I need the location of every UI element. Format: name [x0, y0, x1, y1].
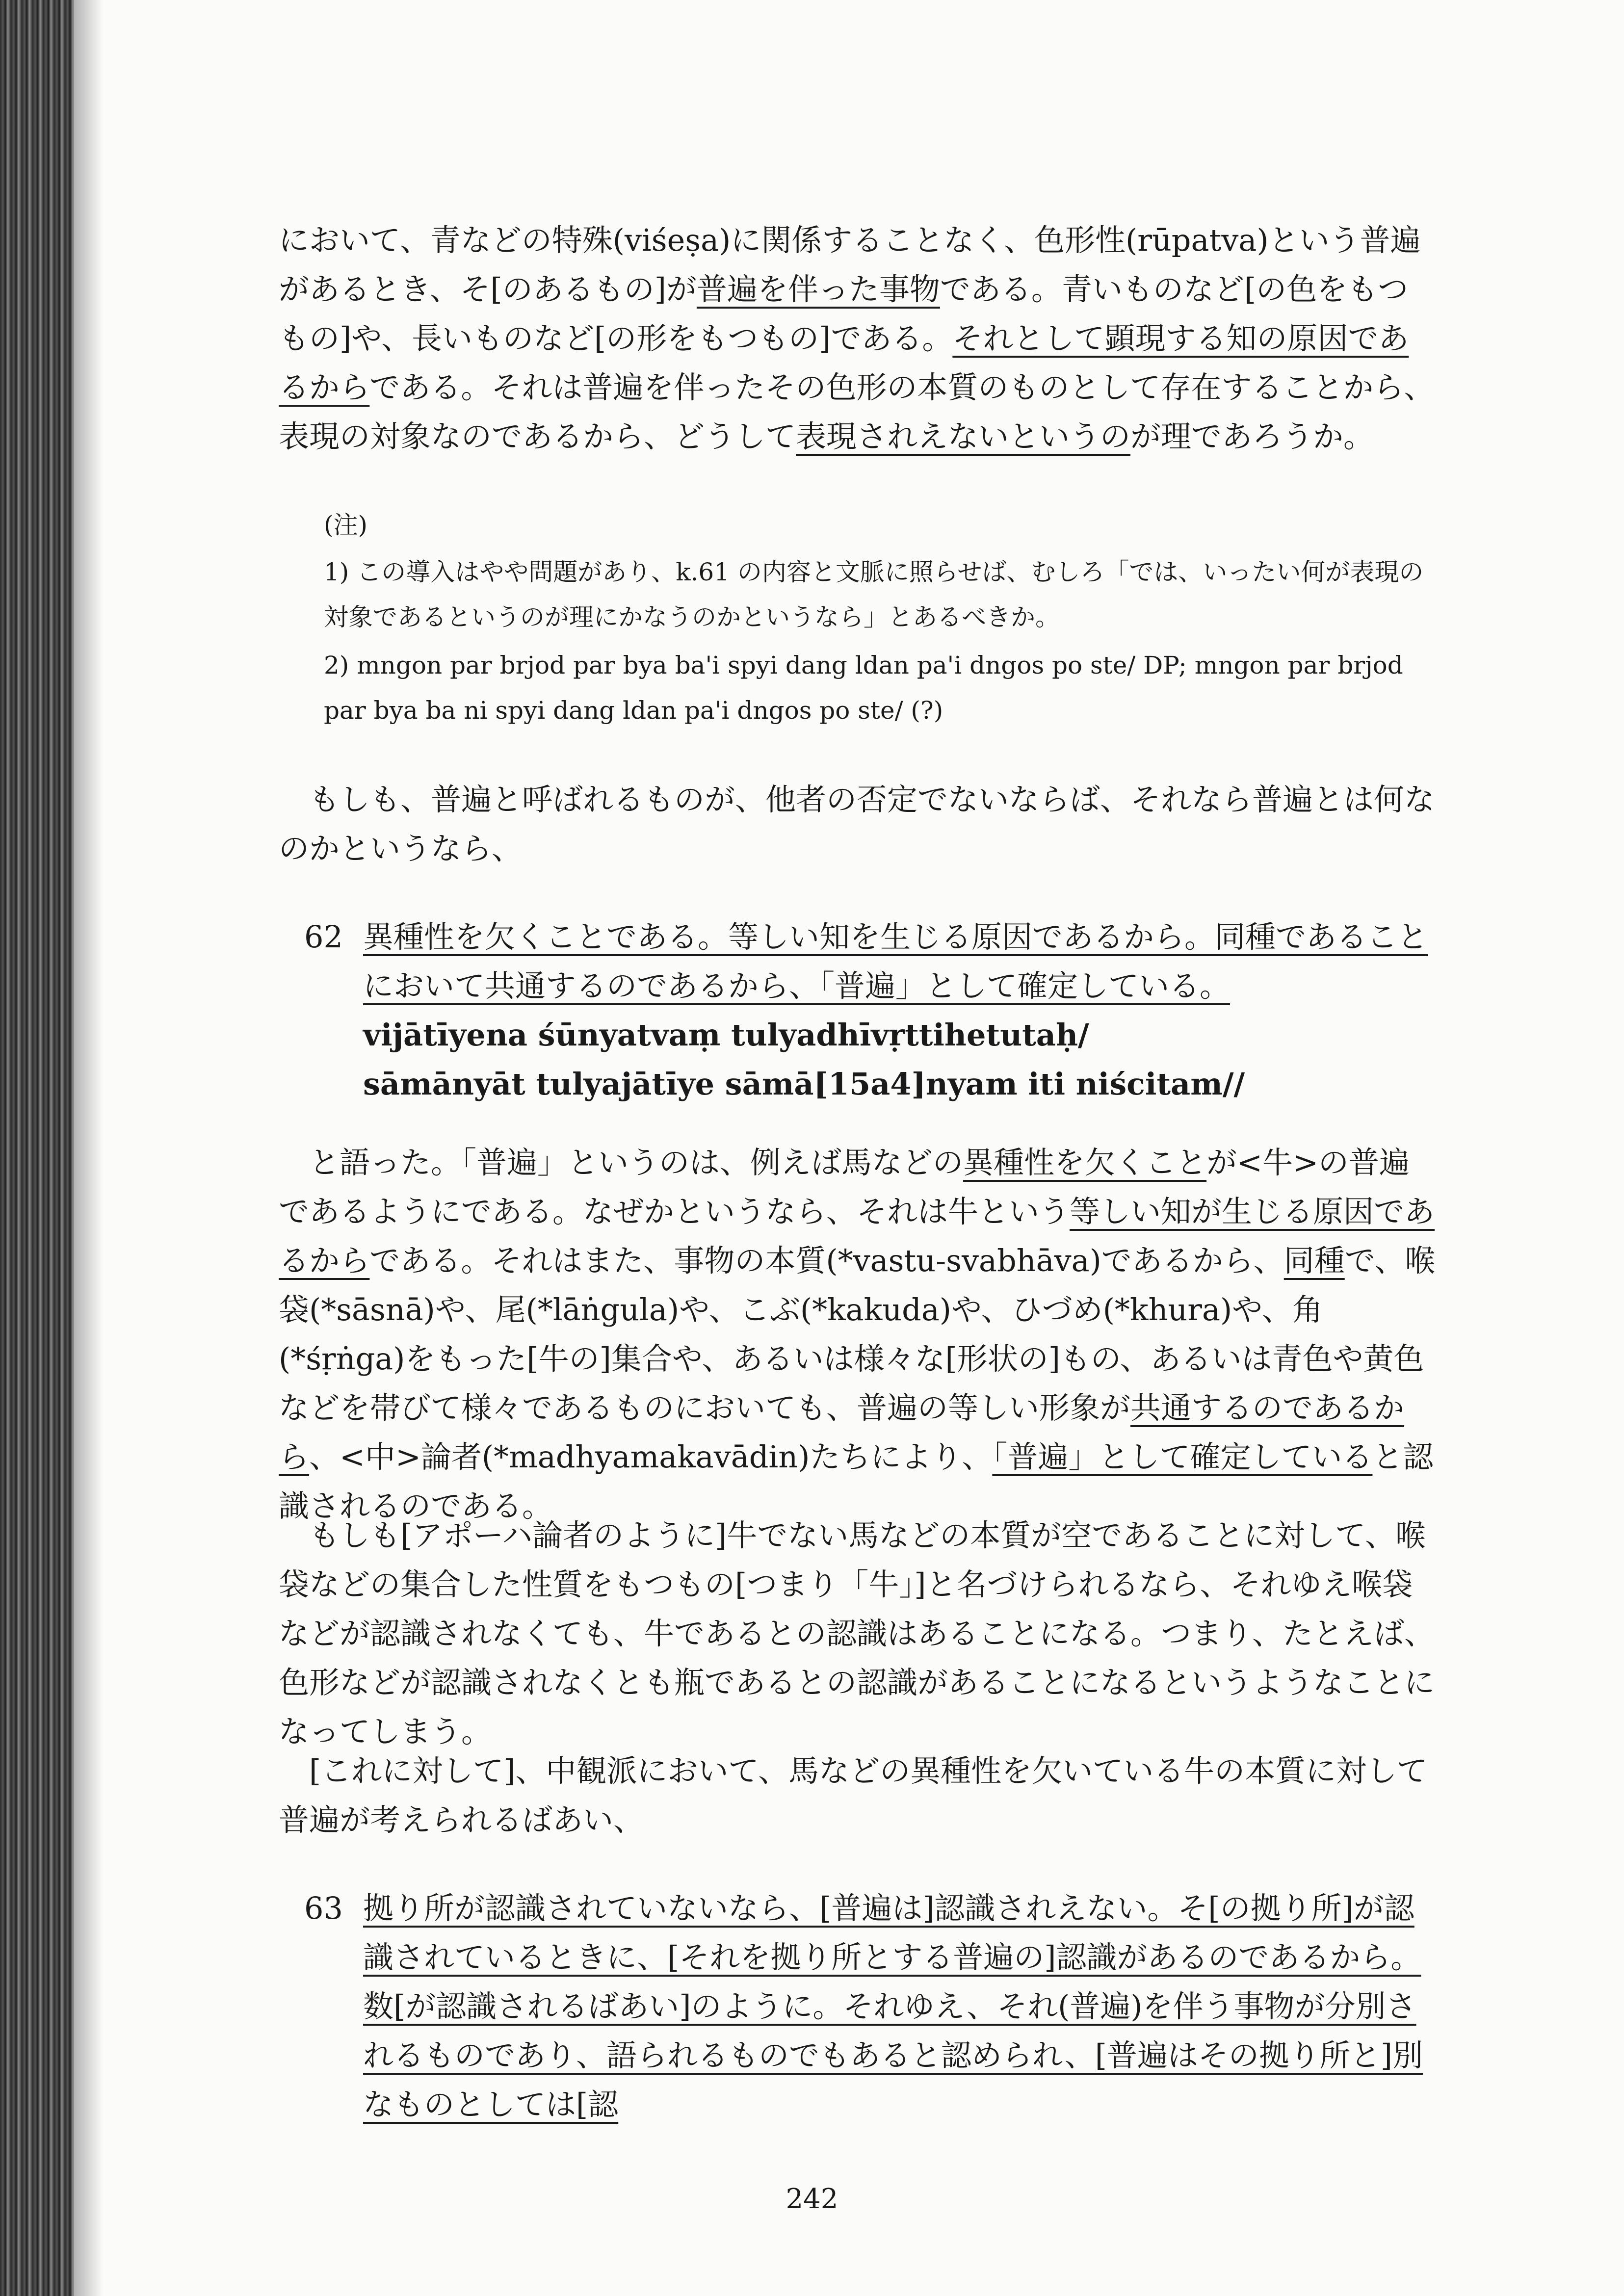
text-run: である。それは普遍を伴ったその色形の本質のものとして存在することから、表現の対象なのであるから、どうして — [279, 369, 1435, 454]
paragraph-4: もしも[アポーハ論者のように]牛でない馬などの本質が空であることに対して、喉袋などの集合した性質をもつもの[つまり「牛」]と名づけられるなら、それゆえ喉袋などが認識されなくても、牛であるとの認識はあることになる。つまり、たとえば、色形などが認識されなくとも瓶であるとの認識があることになるというようなことになってしまう。 — [279, 1517, 1435, 1749]
underlined-phrase: 「普遍」として確定している — [992, 1439, 1373, 1475]
verse-62-translation: 異種性を欠くことである。等しい知を生じる原因であるから。同種であることにおいて共通するのであるから、「普遍」として確定している。 — [363, 919, 1428, 1004]
footnote-2: 2) mngon par brjod par bya ba'i spyi dang ldan pa'i dngos po ste/ DP; mngon par brjod par bya ba ni spyi dang ldan pa'i dngos po ste/ (?) — [324, 651, 1403, 725]
paragraph-3 — [279, 1138, 1437, 1531]
underlined-phrase: 共通するのであるから — [279, 1390, 1405, 1475]
underlined-phrase: 表現されえないというの — [796, 418, 1131, 454]
paragraph-1 — [279, 216, 1437, 461]
text-run: である。それはまた、事物の本質(*vastu-svabhāva)であるから、 — [369, 1243, 1284, 1278]
text-run: である。青いものなど[の色をもつもの]や、長いものなど[の形をもつもの]である。 — [279, 271, 1409, 356]
underlined-phrase: 普遍を伴った事物 — [696, 271, 940, 307]
verse-62 — [363, 913, 1438, 1109]
text-run: において、青などの特殊(viśeṣa)に関係することなく、色形性(rūpatva)という普遍があるとき、そ[のあるもの]が — [279, 222, 1421, 307]
footnote-1: 1) この導入はやや問題があり、k.61 の内容と文脈に照らせば、むしろ「では、いったい何が表現の対象であるというのが理にかなうのかというなら」とあるべきか。 — [324, 558, 1424, 631]
verse-63-translation: 拠り所が認識されていないなら、[普遍は]認識されえない。そ[の拠り所]が認識されているときに、[それを拠り所とする普遍の]認識があるのであるから。数[が認識されるばあい]のように。それゆえ、それ(普遍)を伴う事物が分別されるものであり、語られるものでもあると認められ、[普遍はその拠り所と]別なものとしては[認 — [363, 1890, 1423, 2122]
text-run: と語った。「普遍」というのは、例えば馬などの — [309, 1145, 964, 1180]
verse-63 — [363, 1884, 1438, 2129]
underlined-phrase: それとして顕現する知の原因であるから — [279, 320, 1409, 405]
text-run: 、<中>論者(*madhyamakavādin)たちにより、 — [309, 1439, 993, 1475]
paragraph-2: もしも、普遍と呼ばれるものが、他者の否定でないならば、それなら普遍とは何なのかというなら、 — [279, 782, 1435, 866]
underlined-phrase: 異種性を欠くこと — [963, 1145, 1207, 1180]
underlined-phrase: 等しい知が生じる原因であるから — [279, 1194, 1435, 1278]
verse-62-sanskrit-line-2: sāmānyāt tulyajātīye sāmā[15a4]nyam iti niścitam// — [363, 1066, 1245, 1102]
paragraph-5: [これに対して]、中観派において、馬などの異種性を欠いている牛の本質に対して普遍が考えられるばあい、 — [279, 1753, 1428, 1838]
page-number: 242 — [786, 2183, 838, 2215]
verse-number-62: 62 — [304, 919, 343, 955]
text-run: が理であろうか。 — [1130, 418, 1374, 454]
verse-number-63: 63 — [304, 1890, 343, 1926]
text-run: と認識されるのである。 — [279, 1439, 1434, 1524]
text-run: が<牛>の普遍であるようにである。なぜかというなら、それは牛という — [279, 1145, 1410, 1229]
underlined-phrase: 同種 — [1283, 1243, 1345, 1278]
text-run: で、喉袋(*sāsnā)や、尾(*lāṅgula)や、こぶ(*kakuda)や、ひづめ(*khura)や、角(*śṛṅga)をもった[牛の]集合や、あるいは様々な[形状の]もの、あるいは青色や黄色などを帯びて様々であるものにおいても、普遍の等しい形象が — [279, 1243, 1436, 1426]
notes-heading: (注) — [324, 511, 368, 539]
verse-62-sanskrit-line-1: vijātīyena śūnyatvaṃ tulyadhīvṛttihetutaḥ/ — [363, 1017, 1089, 1053]
